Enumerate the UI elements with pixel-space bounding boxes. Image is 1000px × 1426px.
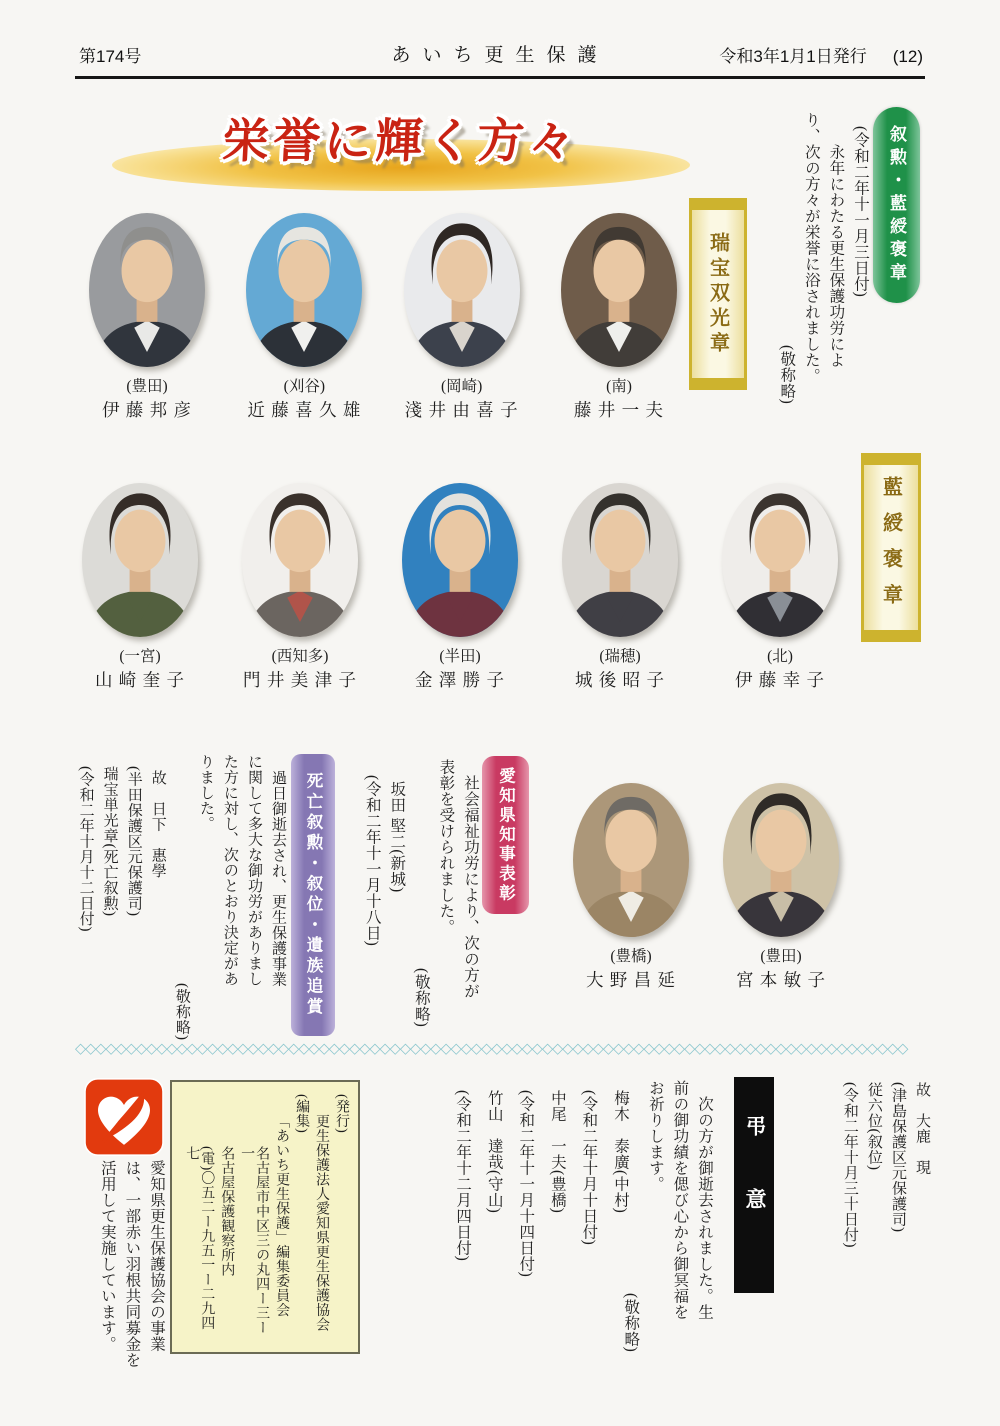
label-condolence: 弔意 [734,1077,774,1293]
person [225,483,375,694]
vertical-text-column: お祈りします。 [646,1080,664,1192]
person-caption [556,946,706,994]
portrait-silhouette [404,213,520,367]
vertical-text-column: 更生保護法人愛知県更生保護協会 [314,1114,330,1332]
vertical-text-column: 中尾 一夫(豊橋) [548,1090,566,1214]
photo-row-zuiho [72,213,694,424]
portrait-silhouette [561,213,677,367]
person-photo [722,483,838,637]
person-name: 伊 藤 幸 子 [734,670,826,691]
vertical-text-column: 社会福祉功労により、次の方が [462,775,479,999]
publisher-box [170,1080,360,1354]
person-photo [723,783,839,937]
vertical-text-column: 瑞宝単光章(死亡叙勲) [101,766,118,917]
person-photo [89,213,205,367]
condolence-names [418,1080,628,1380]
governor-award-text [328,759,478,1027]
vertical-text-column: り、次の方々が栄誉に浴されました。 [802,112,820,384]
header-issue-number: 第174号 [79,47,142,66]
person [705,483,855,694]
vertical-text-column: りました。 [197,754,214,832]
vertical-text-column: (敬称略) [173,982,190,1040]
person [229,213,379,424]
vertical-text-column: 名古屋保護観察所内 [219,1146,235,1277]
header-date: 令和3年1月1日発行 [719,47,867,66]
person [385,483,535,694]
portrait-silhouette [242,483,358,637]
person [545,483,695,694]
vertical-text-column: (令和二年十二月四日付) [454,1090,472,1262]
person [72,213,222,424]
jokun-intro-text [738,112,868,404]
red-feather-logo [84,1078,164,1156]
photo-row-ranju [65,483,855,694]
person-name: 宮 本 敏 子 [735,970,827,991]
vertical-text-column: (令和二年十一月十八日) [363,775,381,947]
vertical-text-column: 前の御功績を偲び心から御冥福を [671,1080,689,1320]
photo-row-governor [556,783,856,994]
label-governor-award: 愛知県知事表彰 [482,756,529,914]
header-dateline [693,42,923,67]
page-title: 栄誉に輝く方々 [220,116,581,168]
portrait-silhouette [723,783,839,937]
vertical-text-column: (令和二年十月十二日付) [77,766,94,932]
vertical-text-column: (発行) [334,1094,349,1134]
vertical-text-column: 従六位(叙位) [865,1082,882,1171]
person-caption [545,646,695,694]
vertical-text-column: (半田保護区元保護司) [125,766,142,917]
person-region: (南) [606,378,632,395]
portrait-silhouette [89,213,205,367]
vertical-text-column: (令和二年十一月十四日付) [517,1090,535,1278]
vertical-text-column: 名古屋市中区三の丸四ー三ー一 [239,1146,270,1335]
person [65,483,215,694]
vertical-text-column: 梅木 泰廣(中村) [612,1090,629,1214]
label-ranju-medal: 藍綬褒章 [861,454,921,641]
vertical-text-column: (令和二年十一月三日付) [852,126,869,298]
person-photo [573,783,689,937]
portrait-silhouette [562,483,678,637]
person-region: (北) [767,648,793,665]
vertical-text-column: 「あいち更生保護」編集委員会 [274,1114,290,1317]
person-photo [561,213,677,367]
vertical-text-column: 故 大鹿 現 [914,1082,930,1175]
person-name: 藤 井 一 夫 [573,400,665,421]
person-region: (刈谷) [283,378,325,395]
person-photo [242,483,358,637]
akaihane-note [82,1160,164,1406]
vertical-text-column: 表彰を受けられました。 [437,759,455,935]
vertical-text-column: に関して多大な御功労がありまし [245,754,262,987]
vertical-text-column: 故 日下 惠學 [149,770,166,879]
label-zuiho-medal: 瑞宝双光章 [689,199,747,389]
person-region: (豊田) [760,948,802,965]
posthumous-honors-text [54,754,286,1040]
portrait-silhouette [722,483,838,637]
section-label-jokun: 叙勲・藍綬褒章 [873,107,920,303]
vertical-text-column: た方に対し、次のとおり決定があ [221,754,238,987]
person-region: (豊田) [126,378,168,395]
person-caption [225,646,375,694]
person-region: (豊橋) [610,948,652,965]
person [706,783,856,994]
header-rule [75,76,925,79]
person-region: (西知多) [271,648,329,665]
person-name: 大 野 昌 延 [585,970,677,991]
person-caption [65,646,215,694]
person-name: 山 崎 奎 子 [94,670,186,691]
person-photo [562,483,678,637]
vertical-text-column: 竹山 達哉(守山) [485,1090,503,1214]
person-photo [246,213,362,367]
person-photo [402,483,518,637]
person-name: 城 後 昭 子 [574,670,666,691]
vertical-text-column: 活用して実施しています。 [98,1160,116,1352]
vertical-text-column: (令和二年十月十日付) [580,1090,598,1246]
page-header [75,38,925,72]
person-caption [706,946,856,994]
person-name: 門 井 美 津 子 [243,670,357,691]
person-photo [82,483,198,637]
person-name: 伊 藤 邦 彦 [101,400,193,421]
vertical-text-column: 愛知県更生保護協会の事業 [148,1160,165,1352]
vertical-text-column: (敬称略) [622,1292,640,1352]
condolence-first-person [820,1078,930,1366]
person-region: (瑞穂) [599,648,641,665]
person-name: 近 藤 喜 久 雄 [247,400,362,421]
person-photo [404,213,520,367]
person [544,213,694,424]
person-caption [544,376,694,424]
vertical-text-column: (敬称略) [778,344,796,404]
person-caption [385,646,535,694]
person-caption [72,376,222,424]
portrait-silhouette [82,483,198,637]
vertical-text-column: 過日御逝去され、更生保護事業 [270,770,286,987]
portrait-silhouette [573,783,689,937]
person-region: (一宮) [119,648,161,665]
header-paper-title: あいち更生保護 [391,45,609,66]
vertical-text-column: 次の方が御逝去されました。生 [696,1096,713,1320]
person-name: 淺 井 由 喜 子 [404,400,519,421]
person-region: (岡崎) [440,378,483,395]
vertical-text-column: (津島保護区元保護司) [889,1082,906,1233]
person-caption [229,376,379,424]
person-name: 金 澤 勝 子 [414,670,506,691]
vertical-text-column: (電)〇五二ー九五一ー二九四七 [184,1146,215,1331]
person [387,213,537,424]
section-divider: ◇◇◇◇◇◇◇◇◇◇◇◇◇◇◇◇◇◇◇◇◇◇◇◇◇◇◇◇◇◇◇◇◇◇◇◇◇◇◇◇◇◇◇◇◇◇◇◇◇◇◇◇◇◇◇◇◇◇◇◇◇◇◇◇◇◇◇◇◇◇◇◇◇◇◇◇◇◇◇◇◇◇ [75,1041,908,1057]
vertical-text-column: 永年にわたる更生保護功労によ [827,144,845,368]
person-caption [387,376,537,424]
portrait-silhouette [246,213,362,367]
person-caption [705,646,855,694]
header-page-number: (12) [892,47,923,66]
vertical-text-column: 坂田 堅二(新城) [388,781,406,893]
person-region: (半田) [439,648,481,665]
vertical-text-column: (令和二年十月三十日付) [841,1082,858,1248]
vertical-text-column: (編集) [294,1094,310,1134]
vertical-text-column: (敬称略) [412,967,430,1027]
label-posthumous-honors: 死亡叙勲・叙位・遺族追賞 [291,754,335,1036]
portrait-silhouette [402,483,518,637]
person [556,783,706,994]
vertical-text-column: は、一部赤い羽根共同募金を [123,1160,141,1368]
